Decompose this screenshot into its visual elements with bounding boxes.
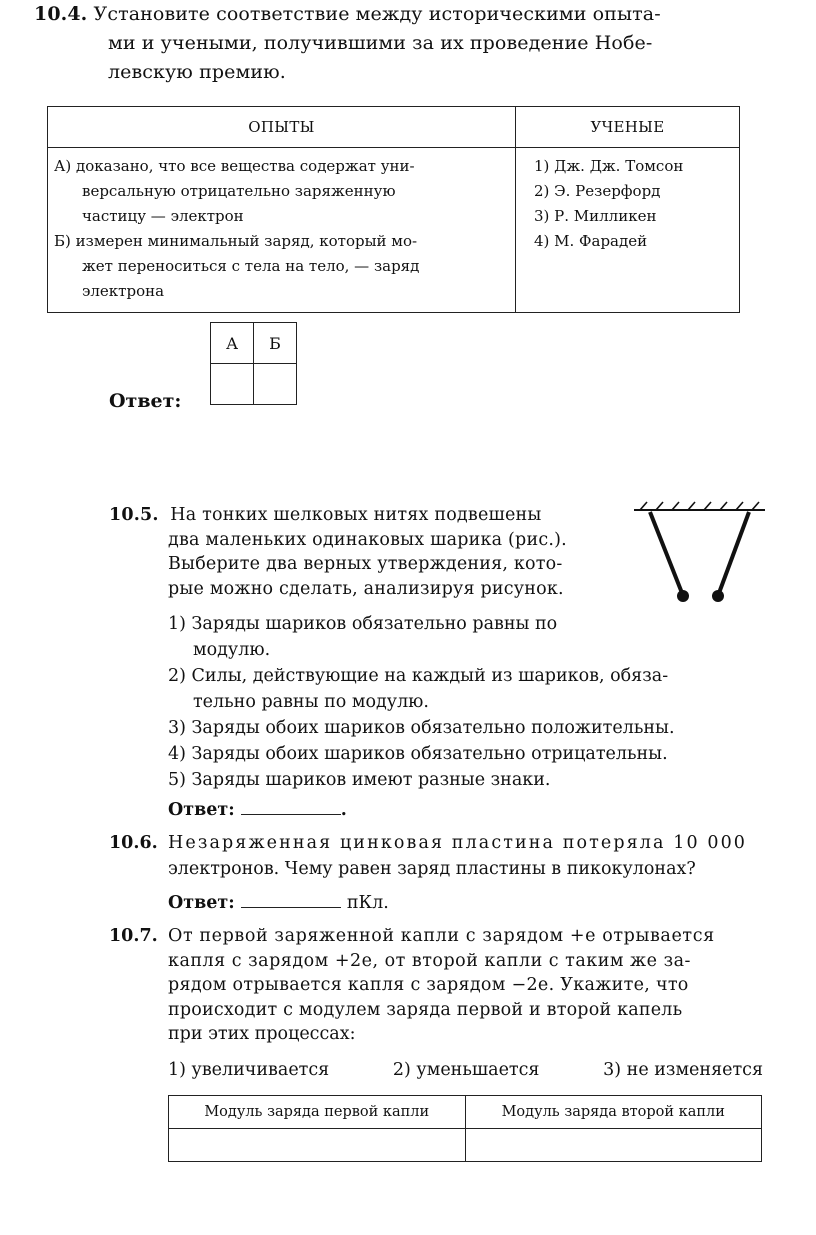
problem-number: 10.4. (34, 3, 88, 25)
stem-line-4: рые можно сделать, анализируя рисунок. (168, 578, 564, 599)
experiments-cell (48, 148, 516, 313)
problem-10-4 (34, 0, 760, 87)
answer-header-b: Б (254, 323, 297, 364)
stem-line-2: электронов. Чему равен заряд пластины в пикокулонах? (168, 859, 696, 879)
answer-unit: пКл. (346, 893, 389, 913)
option-2-line-2: тельно равны по модулю. (193, 692, 429, 712)
stem-text: Незаряженная цинковая пластина потеряла 10 000 (168, 833, 748, 853)
option-3: 3) Заряды обоих шариков обязательно положительны. (168, 718, 675, 738)
stem-line-5: при этих процессах: (168, 1024, 356, 1044)
stem-line-2: капля с зарядом +2e, от второй капли с таким же за- (168, 950, 691, 971)
experiment-a-line-1: А) доказано, что все вещества содержат уни- (54, 157, 415, 175)
answer-cell-b[interactable] (254, 364, 297, 405)
option-1-line-1: 1) Заряды шариков обязательно равны по (168, 614, 558, 634)
experiments-header: ОПЫТЫ (48, 107, 516, 148)
stem-line-4: происходит с модулем заряда первой и второй капель (168, 999, 683, 1020)
scientist-1: 1) Дж. Дж. Томсон (534, 157, 684, 175)
experiment-a-line-3: частицу — электрон (82, 207, 244, 225)
problem-10-6 (109, 830, 769, 916)
option-2-line-1: 2) Силы, действующие на каждый из шариков, обяза- (168, 666, 669, 686)
stem-line-1 (109, 924, 769, 949)
second-drop-answer-cell[interactable] (465, 1129, 762, 1162)
ceiling-hatching (640, 502, 759, 510)
answer-label-10-6: Ответ: (168, 893, 235, 913)
option-5: 5) Заряды шариков имеют разные знаки. (168, 770, 551, 790)
scientist-3: 3) Р. Милликен (534, 207, 657, 225)
problem-10-5-stem (109, 503, 614, 601)
answer-header-a: А (211, 323, 254, 364)
right-thread (719, 512, 749, 593)
problem-number: 10.7. (109, 926, 158, 946)
answer-period: . (340, 800, 347, 820)
answer-blank-10-5[interactable] (241, 799, 341, 815)
choice-2: 2) уменьшается (392, 1060, 540, 1080)
option-4: 4) Заряды обоих шариков обязательно отрицательны. (168, 744, 668, 764)
first-drop-header: Модуль заряда первой капли (169, 1096, 466, 1129)
stem-line-1 (109, 830, 769, 856)
problem-number: 10.5. (109, 505, 159, 525)
scientists-header: УЧЕНЫЕ (516, 107, 740, 148)
problem-number: 10.6. (109, 833, 158, 853)
stem-text: От первой заряженной капли с зарядом +e отрывается (168, 926, 715, 946)
choice-1: 1) увеличивается (168, 1060, 330, 1080)
choice-3: 3) не изменяется (603, 1060, 763, 1080)
stem-line-3: Выберите два верных утверждения, кото- (168, 554, 563, 574)
answer-label-10-5: Ответ: (168, 800, 235, 820)
scientist-2: 2) Э. Резерфорд (534, 182, 661, 200)
scientists-cell (516, 148, 740, 313)
stem-line-3: рядом отрывается капля с зарядом −2e. Укажите, что (168, 975, 689, 995)
problem-10-5-options (168, 611, 675, 823)
stem-line-2: два маленьких одинаковых шарика (рис.). (168, 529, 567, 550)
answer-blank-10-6[interactable] (241, 892, 341, 908)
right-ball (712, 590, 724, 602)
stem-text: Установите соответствие между историческими опыта- (93, 3, 661, 25)
answer-table-10-7 (168, 1095, 762, 1162)
problem-10-4-line-3: левскую премию. (108, 61, 286, 83)
problem-10-7-choices (168, 1060, 763, 1080)
problem-10-7 (109, 924, 769, 1047)
second-drop-header: Модуль заряда второй капли (465, 1096, 762, 1129)
answer-cell-a[interactable] (211, 364, 254, 405)
pendulum-figure (632, 500, 767, 610)
answer-line-10-6 (109, 890, 769, 916)
answer-grid-10-4 (210, 322, 297, 405)
scientist-4: 4) М. Фарадей (534, 232, 648, 250)
matching-table-header-row (48, 107, 740, 148)
stem-text: На тонких шелковых нитях подвешены (170, 505, 542, 525)
problem-10-4-line-1 (34, 0, 760, 29)
matching-table (47, 106, 740, 313)
experiment-a-line-2: версальную отрицательно заряженную (82, 182, 396, 200)
first-drop-answer-cell[interactable] (169, 1129, 466, 1162)
left-thread (650, 512, 682, 593)
matching-table-body-row (48, 148, 740, 313)
problem-10-4-line-2: ми и учеными, получившими за их проведение Нобе- (108, 32, 653, 54)
experiment-b-line-2: жет переноситься с тела на тело, — заряд (82, 257, 420, 275)
option-1-line-2: модулю. (193, 640, 271, 660)
experiment-b-line-3: электрона (82, 282, 165, 300)
left-ball (677, 590, 689, 602)
answer-line-10-5 (168, 797, 675, 823)
answer-label-10-4: Ответ: (109, 390, 182, 412)
experiment-b-line-1: Б) измерен минимальный заряд, который мо- (54, 232, 418, 250)
stem-line-1 (109, 503, 614, 528)
